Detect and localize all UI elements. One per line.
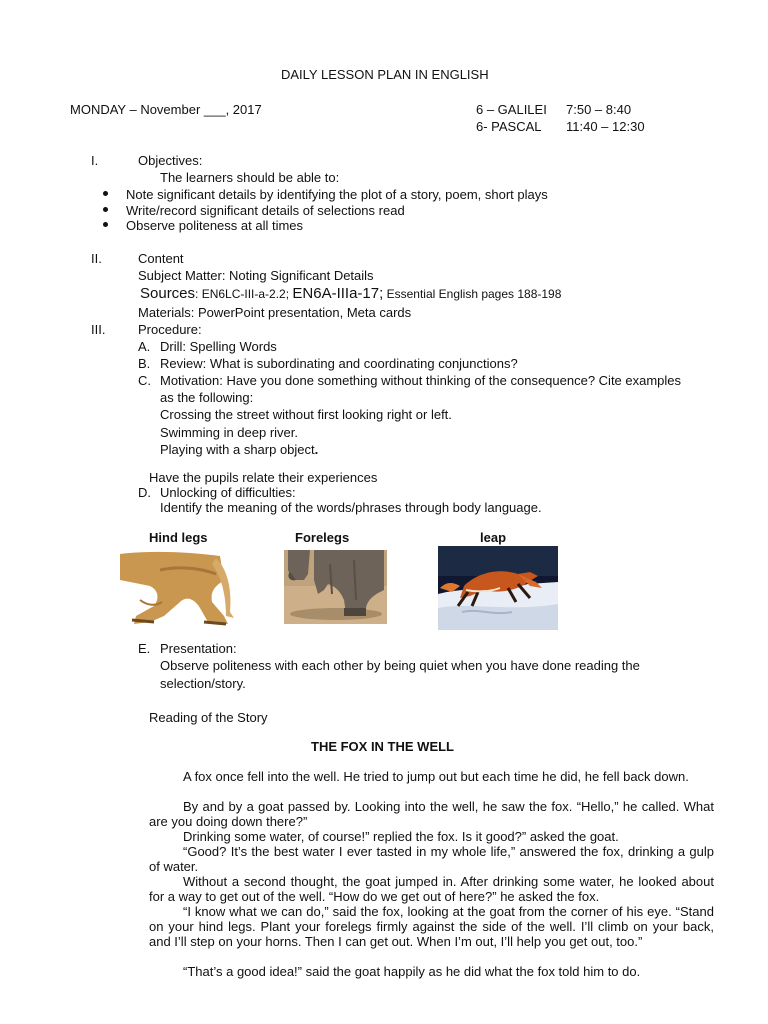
story-paragraph-6: “I know what we can do,” said the fox, looking at the goat from the corner of his eye. “Stand on your hind legs. Plant your forelegs firmly against the side of the well. I’ll climb on your back, and I’ll step on your horns. Then I can get out. When I’m out, I’ll help you get out, too.” — [149, 904, 714, 950]
step-presentation: Presentation: — [160, 641, 237, 656]
story-paragraph-4: “Good? It’s the best water I ever tasted in my whole life,” answered the fox, drinking a gulp of water. — [149, 844, 714, 875]
story-paragraph-1: A fox once fell into the well. He tried to jump out but each time he did, he fell back down. — [183, 769, 689, 784]
example-3: Playing with a sharp object. — [160, 442, 319, 457]
sources-code-1: : EN6LC-III-a-2.2; — [195, 287, 293, 301]
sources-code-2: EN6A-IIIa-17; — [292, 285, 384, 302]
bullet-icon — [103, 222, 108, 227]
step-letter-d: D. — [138, 485, 151, 500]
presentation-instruction-2: selection/story. — [160, 676, 246, 691]
step-drill: Drill: Spelling Words — [160, 339, 277, 354]
motivation-continuation: as the following: — [160, 390, 254, 405]
story-title: THE FOX IN THE WELL — [311, 739, 454, 754]
step-unlocking: Unlocking of difficulties: — [160, 485, 296, 500]
sources-label: Sources — [140, 285, 196, 302]
story-paragraph-2: By and by a goat passed by. Looking into the well, he saw the fox. “Hello,” he called. What are you doing down there?” — [149, 799, 714, 830]
subject-matter: Subject Matter: Noting Significant Details — [138, 268, 374, 283]
objectives-numeral: I. — [91, 153, 99, 168]
hind-legs-image — [120, 550, 242, 630]
section-time-2: 11:40 – 12:30 — [566, 119, 645, 134]
lesson-date: MONDAY – November ___, 2017 — [70, 102, 262, 117]
content-heading: Content — [138, 251, 184, 266]
story-paragraph-3: Drinking some water, of course!” replied the fox. Is it good?” asked the goat. — [183, 829, 619, 844]
forelegs-image — [284, 550, 387, 624]
example-2: Swimming in deep river. — [160, 425, 298, 440]
section-time-1: 7:50 – 8:40 — [566, 102, 632, 117]
relate-experiences: Have the pupils relate their experiences — [149, 470, 378, 485]
objective-item-2: Write/record significant details of selections read — [126, 203, 405, 218]
presentation-instruction-1: Observe politeness with each other by being quiet when you have done reading the — [160, 658, 640, 673]
unlocking-instruction: Identify the meaning of the words/phrases through body language. — [160, 500, 542, 515]
step-letter-c: C. — [138, 373, 151, 388]
procedure-numeral: III. — [91, 322, 106, 337]
step-review: Review: What is subordinating and coordinating conjunctions? — [160, 356, 518, 371]
step-letter-a: A. — [138, 339, 151, 354]
objectives-intro: The learners should be able to: — [160, 170, 340, 185]
sources-rest: Essential English pages 188-198 — [383, 287, 562, 301]
bullet-icon — [103, 191, 108, 196]
objective-item-1: Note significant details by identifying the plot of a story, poem, short plays — [126, 187, 548, 202]
example-1: Crossing the street without first looking right or left. — [160, 407, 452, 422]
procedure-heading: Procedure: — [138, 322, 202, 337]
reading-of-the-story: Reading of the Story — [149, 710, 268, 725]
step-letter-b: B. — [138, 356, 151, 371]
step-letter-e: E. — [138, 641, 151, 656]
sources-line — [140, 285, 561, 303]
objective-item-3: Observe politeness at all times — [126, 218, 304, 233]
story-paragraph-7: “That’s a good idea!” said the goat happily as he did what the fox told him to do. — [183, 964, 641, 979]
vocab-forelegs: Forelegs — [295, 530, 350, 545]
vocab-hind-legs: Hind legs — [149, 530, 208, 545]
section-name-2: 6- PASCAL — [476, 119, 542, 134]
story-paragraph-5: Without a second thought, the goat jumped in. After drinking some water, he looked about for a way to get out of the well. “How do we get out of here?” he asked the fox. — [149, 874, 714, 905]
vocab-leap: leap — [480, 530, 507, 545]
section-name-1: 6 – GALILEI — [476, 102, 547, 117]
leap-image — [438, 546, 558, 630]
materials: Materials: PowerPoint presentation, Meta cards — [138, 305, 412, 320]
bullet-icon — [103, 207, 108, 212]
step-motivation: Motivation: Have you done something without thinking of the consequence? Cite examples — [160, 373, 682, 388]
content-numeral: II. — [91, 251, 102, 266]
objectives-heading: Objectives: — [138, 153, 203, 168]
page-title: DAILY LESSON PLAN IN ENGLISH — [281, 67, 489, 82]
